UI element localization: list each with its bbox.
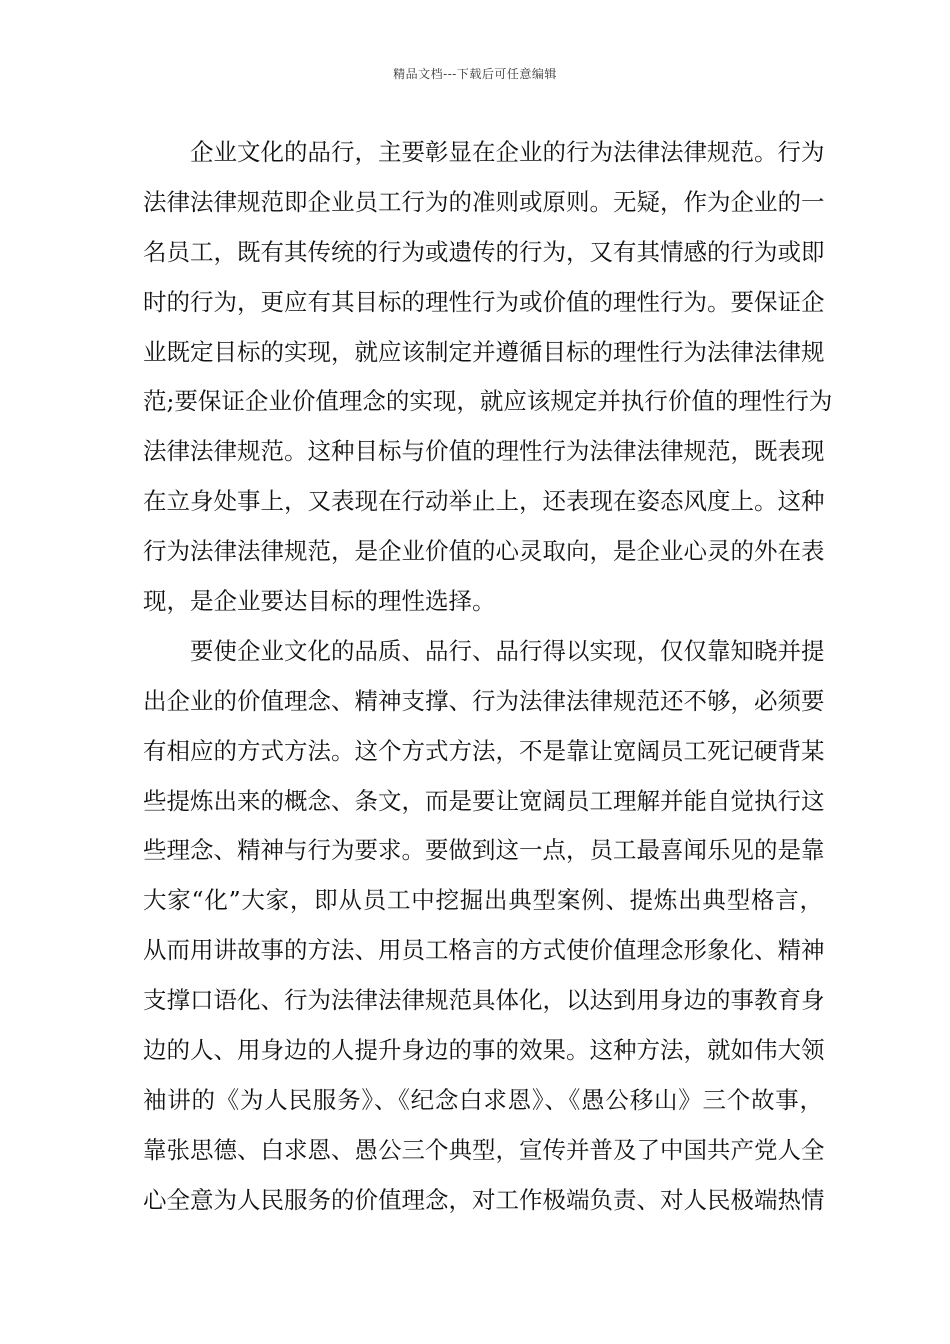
text-line: 边的人、用身边的人提升身边的事的效果。这种方法，就如伟大领 — [143, 1036, 825, 1065]
text-line: 靠张思德、白求恩、愚公三个典型，宣传并普及了中国共产党人全 — [143, 1135, 825, 1164]
text-line: 法律法律规范。这种目标与价值的理性行为法律法律规范，既表现 — [143, 437, 825, 466]
text-line: 些理念、精神与行为要求。要做到这一点，员工最喜闻乐见的是靠 — [143, 836, 825, 865]
text-line: 在立身处事上，又表现在行动举止上，还表现在姿态风度上。这种 — [143, 487, 825, 516]
paragraph-1 — [143, 128, 833, 627]
text-line: 名员工，既有其传统的行为或遗传的行为，又有其情感的行为或即 — [143, 237, 825, 266]
text-line: 要使企业文化的品质、品行、品行得以实现，仅仅靠知晓并提 — [190, 636, 825, 665]
document-body — [143, 128, 833, 1226]
text-line: 从而用讲故事的方法、用员工格言的方式使价值理念形象化、精神 — [143, 936, 825, 965]
text-line: 心全意为人民服务的价值理念，对工作极端负责、对人民极端热情 — [143, 1185, 825, 1214]
text-line: 袖讲的《为人民服务》、《纪念白求恩》、《愚公移山》三个故事， — [143, 1085, 823, 1114]
page-header: 精品文档---下载后可任意编辑 — [393, 67, 557, 81]
text-line: 业既定目标的实现，就应该制定并遵循目标的理性行为法律法律规 — [143, 337, 825, 366]
text-line: 支撑口语化、行为法律法律规范具体化，以达到用身边的事教育身 — [143, 986, 825, 1015]
text-line: 时的行为，更应有其目标的理性行为或价值的理性行为。要保证企 — [143, 287, 825, 316]
text-line: 范;要保证企业价值理念的实现，就应该规定并执行价值的理性行为 — [143, 387, 833, 416]
text-line: 出企业的价值理念、精神支撑、行为法律法律规范还不够，必须要 — [143, 686, 825, 715]
text-line: 些提炼出来的概念、条文，而是要让宽阔员工理解并能自觉执行这 — [143, 786, 825, 815]
text-line: 大家“化”大家，即从员工中挖掘出典型案例、提炼出典型格言， — [143, 886, 823, 915]
text-line: 法律法律规范即企业员工行为的准则或原则。无疑，作为企业的一 — [143, 187, 825, 216]
paragraph-2 — [143, 627, 823, 1226]
text-line: 行为法律法律规范，是企业价值的心灵取向，是企业心灵的外在表 — [143, 537, 825, 566]
text-line: 有相应的方式方法。这个方式方法，不是靠让宽阔员工死记硬背某 — [143, 736, 825, 765]
text-line: 现，是企业要达目标的理性选择。 — [143, 587, 496, 616]
text-line: 企业文化的品行，主要彰显在企业的行为法律法律规范。行为 — [190, 138, 825, 166]
